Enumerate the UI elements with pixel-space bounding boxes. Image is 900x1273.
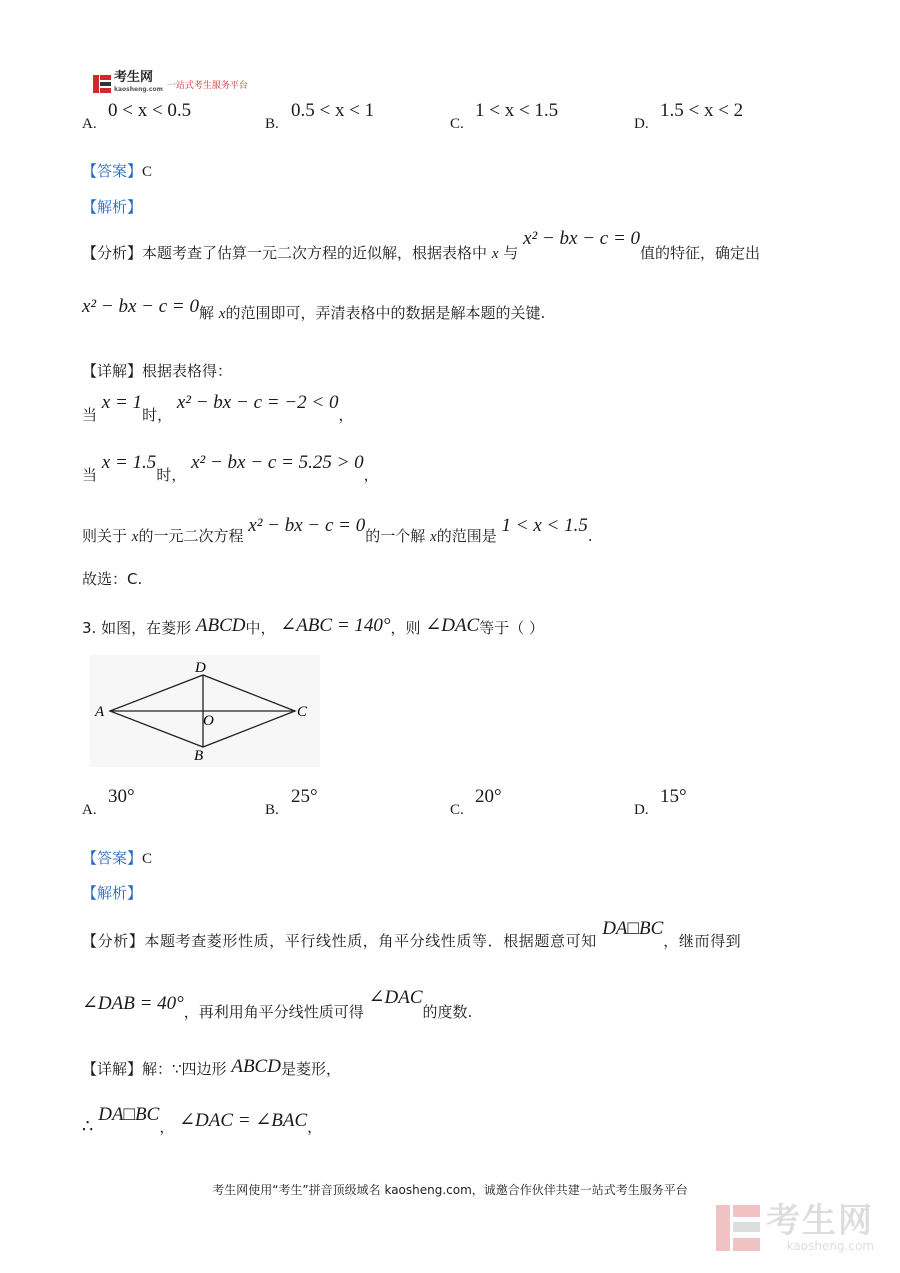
q3-option-a-math: 30°	[108, 786, 135, 807]
q2-option-d-letter: D.	[634, 116, 649, 132]
q3-stem: 3. 如图，在菱形 ABCD中， ∠ABC = 140°，则 ∠DAC等于（ ）	[82, 615, 545, 637]
q2-fenxi-equation: x² − bx − c = 0	[523, 228, 641, 249]
q3-fenxi-line2: ∠DAB = 40°，再利用角平分线性质可得 ∠DAC的度数.	[82, 987, 473, 1021]
q3-detail-label: 【详解】	[82, 1060, 143, 1078]
q3-fenxi-line1: 【分析】本题考查菱形性质，平行线性质，角平分线性质等．根据题意可知 DA□BC，继而得到	[82, 918, 742, 950]
vertex-label-c: C	[297, 704, 308, 720]
watermark-logo	[716, 1203, 874, 1253]
q3-option-c-letter: C.	[450, 802, 464, 818]
page-footer: 考生网使用“考生”拼音顶级域名 kaosheng.com，诚邀合作伙伴共建一站式考生服务平台	[212, 1183, 688, 1197]
q3-option-a-letter: A.	[82, 802, 97, 818]
q3-option-b-math: 25°	[291, 786, 318, 807]
q2-option-b-math: 0.5 < x < 1	[291, 100, 375, 121]
q3-answer-value: C	[142, 851, 153, 867]
q2-detail-line: 【详解】根据表格得：	[82, 362, 233, 380]
q3-option-d-letter: D.	[634, 802, 649, 818]
center-label-o: O	[203, 713, 214, 729]
logo-slogan: 一站式考生服务平台	[166, 80, 248, 91]
q2-detail-label: 【详解】	[82, 362, 143, 380]
vertex-label-b: B	[194, 748, 204, 764]
q2-choose: 故选：C.	[82, 570, 143, 588]
rhombus-figure	[90, 655, 320, 767]
q2-analysis-label: 【解析】	[82, 198, 143, 216]
q2-answer-line	[82, 160, 152, 181]
q3-detail-therefore: ∴ DA□BC， ∠DAC = ∠BAC，	[82, 1104, 323, 1137]
q2-answer-label: 【答案】	[82, 162, 143, 180]
q2-conclusion: 则关于 x的一元二次方程 x² − bx − c = 0的一个解 x的范围是 1 < x < 1.5.	[82, 515, 593, 545]
q2-option-a-math: 0 < x < 0.5	[108, 100, 192, 121]
q2-option-d-math: 1.5 < x < 2	[660, 100, 744, 121]
q2-fenxi-label: 【分析】	[82, 244, 143, 262]
q3-analysis-label: 【解析】	[82, 884, 143, 902]
watermark-name: 考生网	[766, 1201, 874, 1241]
q2-option-b-letter: B.	[265, 116, 279, 132]
watermark-mark-icon	[716, 1205, 760, 1251]
q2-case1: 当 x = 1时， x² − bx − c = −2 < 0，	[82, 392, 354, 424]
q2-option-c-math: 1 < x < 1.5	[475, 100, 559, 121]
q3-answer-line	[82, 847, 152, 868]
vertex-label-a: A	[95, 704, 105, 720]
q2-case2: 当 x = 1.5时， x² − bx − c = 5.25 > 0，	[82, 452, 379, 484]
q3-fenxi-label: 【分析】	[82, 932, 145, 950]
logo-domain: kaosheng.com	[114, 86, 163, 93]
q2-option-a-letter: A.	[82, 116, 97, 132]
q3-detail-line: 【详解】解：∵四边形 ABCD是菱形，	[82, 1056, 341, 1078]
watermark-domain: kaosheng.com	[786, 1239, 874, 1253]
q3-option-b-letter: B.	[265, 802, 279, 818]
logo-mark-icon	[93, 75, 111, 93]
q3-answer-label: 【答案】	[82, 849, 143, 867]
q2-fenxi-line1: 【分析】本题考查了估算一元二次方程的近似解，根据表格中 x 与 x² − bx − c = 0值的特征，确定出	[82, 228, 761, 262]
vertex-label-d: D	[195, 660, 206, 676]
q2-answer-value: C	[142, 164, 153, 180]
logo-name: 考生网 kaosheng.com	[114, 72, 163, 96]
q3-option-d-math: 15°	[660, 786, 687, 807]
q2-fenxi-line2: x² − bx − c = 0解 x的范围即可，弄清表格中的数据是解本题的关键.	[82, 296, 546, 322]
q2-option-c-letter: C.	[450, 116, 464, 132]
q3-option-c-math: 20°	[475, 786, 502, 807]
header-logo	[93, 72, 248, 96]
